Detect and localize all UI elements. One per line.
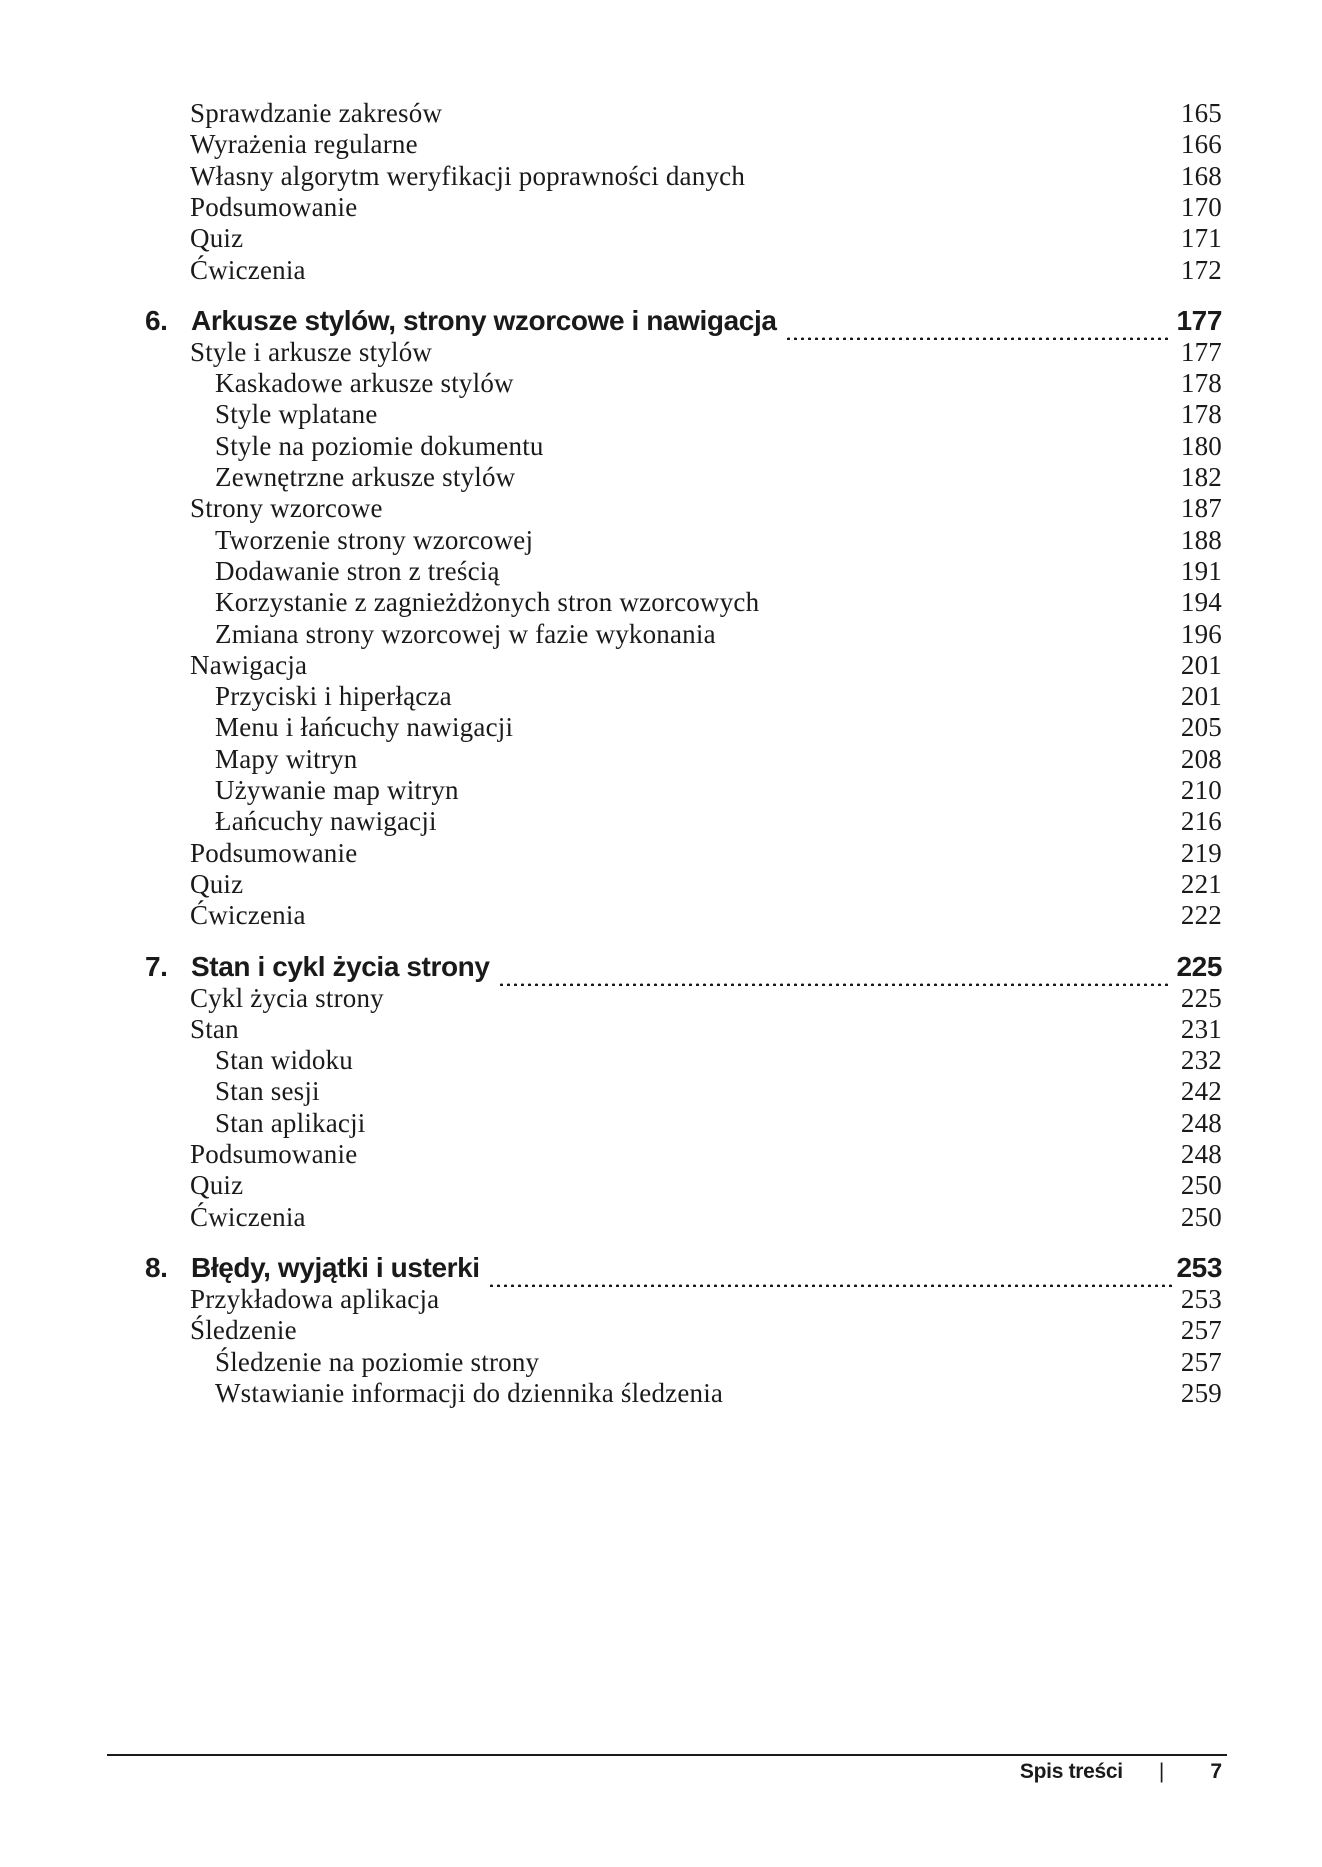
toc-entry-page: 177 (1180, 336, 1222, 367)
toc-entry-page: 231 (1180, 1013, 1222, 1044)
chapter-number: 7. (145, 950, 168, 982)
toc-entry-title: Własny algorytm weryfikacji poprawności danych (190, 160, 746, 191)
toc-entry-page: 225 (1180, 982, 1222, 1013)
toc-entry-title: Strony wzorcowe (190, 493, 383, 524)
toc-entry-page: 178 (1180, 368, 1222, 399)
toc-entry-title: Quiz (190, 868, 244, 899)
page-footer (1020, 1760, 1222, 1784)
toc-entry-page: 248 (1180, 1107, 1222, 1138)
toc-entry-title: Kaskadowe arkusze stylów (215, 368, 514, 399)
toc-entry-title: Wstawianie informacji do dziennika śledzenia (215, 1377, 724, 1408)
toc-entry-title: Podsumowanie (190, 191, 358, 222)
toc-entry-title: Przyciski i hiperłącza (215, 681, 452, 712)
footer-page-number: 7 (1210, 1760, 1222, 1783)
toc-entry-page: 170 (1180, 191, 1222, 222)
toc-entry-title: Ćwiczenia (190, 900, 306, 931)
toc-entry-title: Quiz (190, 1170, 244, 1201)
toc-entry-title: Sprawdzanie zakresów (190, 98, 443, 128)
toc-entry-page: 201 (1180, 649, 1222, 680)
toc-entry-page: 187 (1180, 493, 1222, 524)
footer-rule (107, 1754, 1227, 1756)
toc-entry-title: Używanie map witryn (215, 775, 459, 805)
chapter-page: 225 (1176, 950, 1222, 982)
toc-entry-title: Stan widoku (215, 1045, 353, 1076)
toc-entry-title: Ćwiczenia (190, 254, 306, 285)
toc-entry-title: Style i arkusze stylów (190, 336, 433, 367)
toc-subentry (215, 1378, 1222, 1416)
toc-entry-page: 257 (1180, 1315, 1222, 1346)
toc-entry (190, 1202, 1222, 1240)
toc-entry-page: 201 (1180, 681, 1222, 712)
toc-entry-title: Menu i łańcuchy nawigacji (215, 712, 514, 743)
toc-entry-title: Zewnętrzne arkusze stylów (215, 462, 516, 492)
chapter-number: 6. (145, 304, 168, 336)
toc-entry (190, 900, 1222, 938)
toc-entry-title: Podsumowanie (190, 837, 358, 868)
toc-entry-title: Style wplatane (215, 399, 378, 430)
toc-entry-page: 259 (1180, 1377, 1222, 1408)
chapter-title: Błędy, wyjątki i usterki (191, 1251, 480, 1283)
toc-entry-title: Quiz (190, 223, 244, 254)
toc-entry-page: 221 (1180, 868, 1222, 899)
toc-entry-title: Mapy witryn (215, 743, 358, 774)
toc-entry-page: 250 (1180, 1201, 1222, 1232)
toc-entry-page: 253 (1180, 1283, 1222, 1314)
toc-entry-title: Stan (190, 1013, 239, 1044)
toc-entry-title: Ćwiczenia (190, 1201, 306, 1232)
toc-entry-title: Śledzenie (190, 1315, 297, 1346)
toc-entry-title: Stan sesji (215, 1076, 320, 1107)
toc-entry-page: 182 (1180, 462, 1222, 492)
toc-entry-page: 219 (1180, 837, 1222, 868)
toc-entry-title: Przykładowa aplikacja (190, 1283, 440, 1314)
toc-entry-page: 222 (1180, 900, 1222, 931)
toc-entry-page: 250 (1180, 1170, 1222, 1201)
toc-entry-page: 216 (1180, 806, 1222, 837)
toc-entry-page: 178 (1180, 399, 1222, 430)
chapter-title: Arkusze stylów, strony wzorcowe i nawigacja (191, 304, 777, 336)
toc-entry-title: Śledzenie na poziomie strony (215, 1346, 540, 1377)
toc-entry-title: Dodawanie stron z treścią (215, 555, 500, 586)
footer-separator: | (1158, 1760, 1165, 1783)
toc-entry-page: 188 (1180, 524, 1222, 555)
toc-entry-title: Podsumowanie (190, 1139, 358, 1169)
toc-entry-page: 168 (1180, 160, 1222, 191)
toc-entry-page: 242 (1180, 1076, 1222, 1107)
toc-entry-page: 248 (1180, 1139, 1222, 1169)
toc-entry-page: 172 (1180, 254, 1222, 285)
toc-entry-page: 196 (1180, 618, 1222, 649)
footer-title: Spis treści (1019, 1760, 1123, 1783)
toc-entry-page: 194 (1180, 587, 1222, 618)
toc-entry-title: Cykl życia strony (190, 982, 384, 1013)
toc-entry-page: 166 (1180, 129, 1222, 160)
toc-entry-page: 171 (1180, 223, 1222, 254)
toc-entry-page: 191 (1180, 555, 1222, 586)
toc-entry-page: 165 (1180, 98, 1222, 128)
toc-entry-title: Style na poziomie dokumentu (215, 430, 544, 461)
toc-entry-title: Tworzenie strony wzorcowej (215, 524, 534, 555)
toc-entry-page: 257 (1180, 1346, 1222, 1377)
toc-entry-title: Korzystanie z zagnieżdżonych stron wzorcowych (215, 587, 760, 618)
chapter-page: 253 (1176, 1251, 1222, 1283)
toc-entry-page: 208 (1180, 743, 1222, 774)
toc-entry-title: Łańcuchy nawigacji (215, 806, 437, 837)
toc-entry-title: Stan aplikacji (215, 1107, 366, 1138)
toc-entry-page: 232 (1180, 1045, 1222, 1076)
chapter-title: Stan i cykl życia strony (191, 950, 490, 982)
toc-entry-page: 205 (1180, 712, 1222, 743)
toc-entry-title: Wyrażenia regularne (190, 129, 418, 160)
toc-entry-page: 180 (1180, 430, 1222, 461)
toc-entry-title: Nawigacja (190, 649, 308, 680)
chapter-page: 177 (1176, 304, 1222, 336)
toc-entry-title: Zmiana strony wzorcowej w fazie wykonania (215, 618, 716, 649)
chapter-number: 8. (145, 1251, 168, 1283)
toc-entry (190, 255, 1222, 293)
toc-entry-page: 210 (1180, 775, 1222, 805)
